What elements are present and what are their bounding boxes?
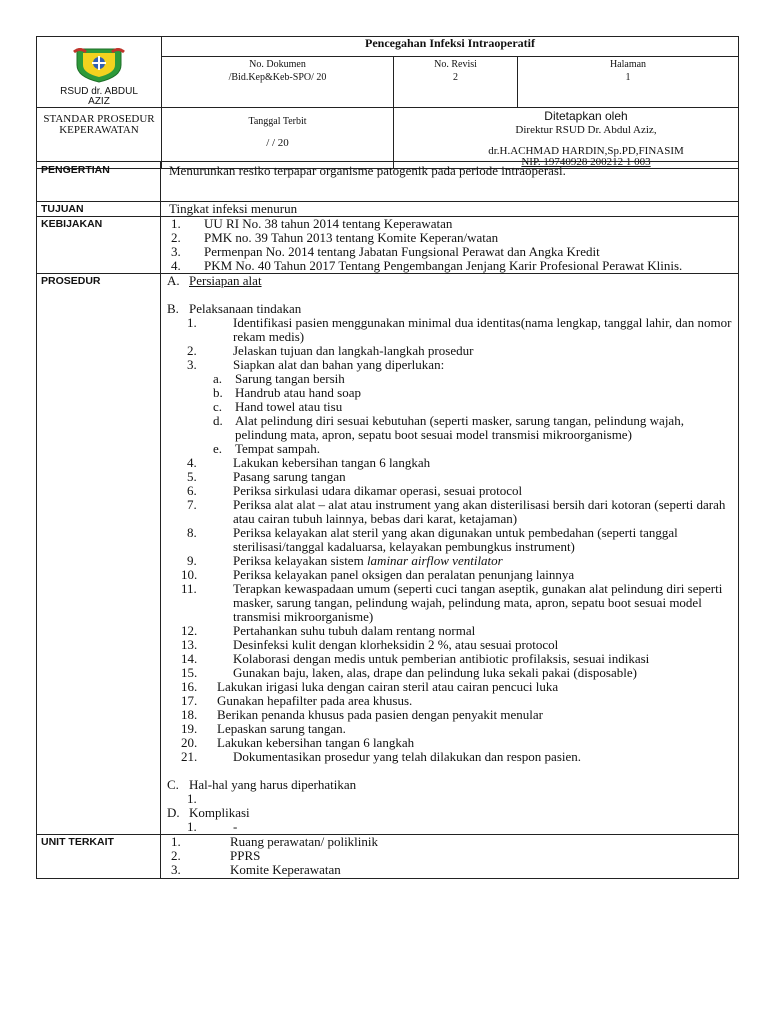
section-b: B. Pelaksanaan tindakan — [167, 301, 302, 316]
revision-cell: No. Revisi 2 — [394, 56, 518, 107]
approval-cell: Ditetapkan oleh Direktur RSUD Dr. Abdul Aziz, dr.H.ACHMAD HARDIN,Sp.PD,FINASIM NIP. 19740928 200212 1 003 — [394, 108, 739, 169]
list-item: 3. Siapkan alat dan bahan yang diperlukan: — [187, 357, 445, 372]
list-item: 2. PMK no. 39 Tahun 2013 tentang Komite Keperan/watan — [171, 230, 499, 245]
value-pengertian: Menurunkan resiko terpapar organisme patogenik pada periode intraoperasi. — [161, 162, 739, 202]
list-item: a. Sarung tangan bersih — [213, 371, 345, 386]
section-d: D. Komplikasi — [167, 805, 250, 820]
section-c: C. Hal-hal yang harus diperhatikan — [167, 777, 357, 792]
list-item: 1. UU RI No. 38 tahun 2014 tentang Keperawatan — [171, 216, 453, 231]
list-item: 1. — [187, 791, 197, 806]
value-kebijakan — [161, 217, 739, 274]
list-item: b. Handrub atau hand soap — [213, 385, 361, 400]
issue-date-cell: Tanggal Terbit / / 20 — [162, 108, 394, 169]
value-tujuan: Tingkat infeksi menurun — [161, 202, 739, 217]
page-number-cell: Halaman 1 — [518, 56, 739, 107]
equipment-list — [165, 372, 734, 456]
list-item: 19. Lepaskan sarung tangan. — [181, 721, 346, 736]
list-item: 10. Periksa kelayakan panel oksigen dan peralatan penunjang lainnya — [181, 567, 575, 582]
label-kebijakan: KEBIJAKAN — [37, 217, 161, 274]
sop-label: STANDAR PROSEDUR KEPERAWATAN — [37, 108, 162, 169]
procedure-steps — [165, 456, 734, 764]
label-pengertian: PENGERTIAN — [37, 162, 161, 202]
value-prosedur — [161, 274, 739, 835]
org-name: RSUD dr. ABDUL AZIZ — [60, 86, 138, 107]
hospital-logo-icon — [72, 43, 126, 83]
procedure-steps — [165, 316, 734, 372]
doc-number-cell: No. Dokumen /Bid.Kep&Keb-SPO/ 20 — [162, 56, 394, 107]
list-item: 17. Gunakan hepafilter pada area khusus. — [181, 693, 413, 708]
list-item: 7. Periksa alat alat – alat atau instrument yang akan disterilisasi bersih dari kotoran (seperti darah atau cairan tubuh lainnya, bebas dari karat, ketajaman) — [187, 497, 726, 526]
list-item: 12. Pertahankan suhu tubuh dalam rentang normal — [181, 623, 476, 638]
list-item: 8. Periksa kelayakan alat steril yang akan digunakan untuk pembedahan (seperti tanggal sterilisasi/tanggal kadaluarsa, kelayakan pembungkus instrument) — [187, 525, 678, 554]
row-unit-terkait — [37, 835, 739, 879]
list-item: 16. Lakukan irigasi luka dengan cairan steril atau cairan pencuci luka — [181, 679, 559, 694]
list-item: 3. Komite Keperawatan — [171, 862, 341, 877]
label-tujuan: TUJUAN — [37, 202, 161, 217]
value-unit-terkait — [161, 835, 739, 879]
document-title: Pencegahan Infeksi Intraoperatif — [162, 37, 739, 57]
row-prosedur — [37, 274, 739, 835]
list-item: 3. Permenpan No. 2014 tentang Jabatan Fungsional Perawat dan Angka Kredit — [171, 244, 600, 259]
list-item: e. Tempat sampah. — [213, 441, 321, 456]
document-header — [36, 36, 739, 169]
list-item: 6. Periksa sirkulasi udara dikamar operasi, sesuai protocol — [187, 483, 523, 498]
list-item: 11. Terapkan kewaspadaan umum (seperti cuci tangan aseptik, gunakan alat pelindung diri seperti masker, sarung tangan, pelindung wajah, pelindung mata, apron, sepatu boot sesuai model transmisi mikroorganisme) — [181, 581, 723, 624]
row-kebijakan — [37, 217, 739, 274]
label-unit-terkait: UNIT TERKAIT — [37, 835, 161, 879]
list-item: 15. Gunakan baju, laken, alas, drape dan pelindung luka sekali pakai (disposable) — [181, 665, 637, 680]
list-item: 2. Jelaskan tujuan dan langkah-langkah prosedur — [187, 343, 474, 358]
list-item: 5. Pasang sarung tangan — [187, 469, 346, 484]
list-item: 4. PKM No. 40 Tahun 2017 Tentang Pengembangan Jenjang Karir Profesional Perawat Klinis. — [171, 258, 683, 273]
list-item: 9. Periksa kelayakan sistem laminar airflow ventilator — [187, 553, 503, 568]
list-item: 13. Desinfeksi kulit dengan klorheksidin 2 %, atau sesuai protocol — [181, 637, 559, 652]
list-item: 21. Dokumentasikan prosedur yang telah dilakukan dan respon pasien. — [181, 749, 582, 764]
list-item: 1. Identifikasi pasien menggunakan minimal dua identitas(nama lengkap, tanggal lahir, dan nomor rekam medis) — [187, 315, 732, 344]
sop-body-table — [36, 161, 739, 879]
list-item: 4. Lakukan kebersihan tangan 6 langkah — [187, 455, 431, 470]
list-item: d. Alat pelindung diri sesuai kebutuhan (seperti masker, sarung tangan, pelindung wajah, pelindung mata, apron, sepatu boot sesuai model transmisi mikroorganisme) — [213, 413, 684, 442]
list-item: 18. Berikan penanda khusus pada pasien dengan penyakit menular — [181, 707, 543, 722]
row-tujuan — [37, 202, 739, 217]
label-prosedur: PROSEDUR — [37, 274, 161, 835]
list-item: 2. PPRS — [171, 848, 261, 863]
list-item: 1. Ruang perawatan/ poliklinik — [171, 834, 379, 849]
list-item: 14. Kolaborasi dengan medis untuk pemberian antibiotic profilaksis, sesuai indikasi — [181, 651, 650, 666]
list-item: 20. Lakukan kebersihan tangan 6 langkah — [181, 735, 415, 750]
row-pengertian — [37, 162, 739, 202]
list-item: c. Hand towel atau tisu — [213, 399, 343, 414]
section-a: A. Persiapan alat — [167, 273, 262, 288]
logo-cell — [37, 37, 162, 108]
list-item: 1. - — [187, 819, 238, 834]
